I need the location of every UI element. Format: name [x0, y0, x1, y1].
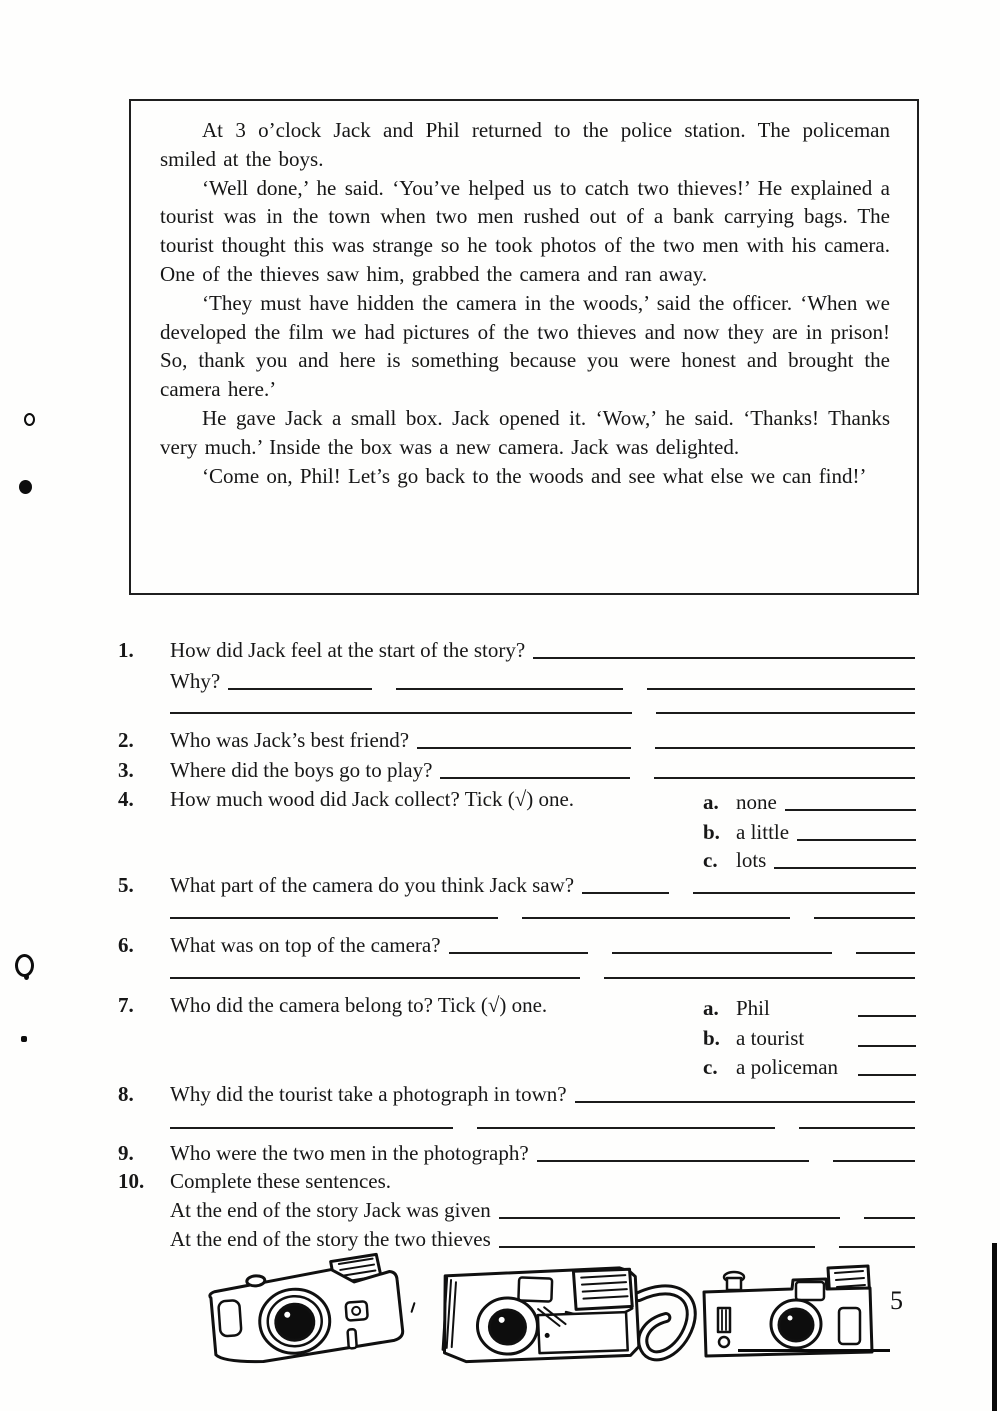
- answer-line[interactable]: [499, 1217, 915, 1219]
- question-text: How much wood did Jack collect? Tick (√) one.: [170, 787, 575, 811]
- option-label: lots: [736, 848, 767, 872]
- option-label: a tourist: [736, 1026, 805, 1050]
- passage-paragraph: He gave Jack a small box. Jack opened it. ‘Wow,’ he said. ‘Thanks! Thanks very much.’ Inside the box was a new camera. Jack was delighted.: [160, 405, 890, 459]
- question-1: [118, 636, 915, 662]
- option-label: a policeman: [736, 1055, 839, 1079]
- passage-paragraph: ‘Well done,’ he said. ‘You’ve helped us to catch two thieves!’ He explained a tourist was in the town when two men rushed out of a bank carrying bags. The tourist thought this was strange so he took photos of the two men with his camera. One of the thieves saw him, grabbed the camera and ran away.: [160, 175, 890, 286]
- answer-line[interactable]: [170, 1127, 915, 1129]
- question-number: 1.: [118, 638, 134, 662]
- question-number: 6.: [118, 933, 134, 957]
- question-number: 8.: [118, 1082, 134, 1106]
- option-label: a little: [736, 820, 790, 844]
- passage-paragraph: ‘Come on, Phil! Let’s go back to the woods and see what else we can find!’: [202, 463, 867, 488]
- sentence-stem: At the end of the story Jack was given: [170, 1198, 491, 1222]
- question-text: What part of the camera do you think Jack saw?: [170, 873, 575, 897]
- answer-line[interactable]: [533, 657, 915, 659]
- question-number: 4.: [118, 787, 134, 811]
- option-letter: b.: [703, 820, 720, 844]
- option-letter: a.: [703, 996, 719, 1020]
- question-4-option-c: [703, 846, 916, 872]
- question-number: 5.: [118, 873, 134, 897]
- question-text: Why did the tourist take a photograph in town?: [170, 1082, 567, 1106]
- option-letter: c.: [703, 1055, 718, 1079]
- answer-line[interactable]: [575, 1101, 915, 1103]
- answer-line[interactable]: [440, 777, 915, 779]
- camera-illustration-3: [696, 1262, 878, 1360]
- answer-line[interactable]: [499, 1246, 915, 1248]
- scan-speck: [24, 413, 35, 426]
- question-number: 3.: [118, 758, 134, 782]
- option-label: Phil: [736, 996, 770, 1020]
- scan-speck: [19, 480, 32, 494]
- question-number: 7.: [118, 993, 134, 1017]
- option-tick-blank[interactable]: [858, 1045, 916, 1047]
- question-6-extra-line: [170, 958, 915, 982]
- question-4: [118, 785, 718, 811]
- question-7-option-a: [703, 994, 916, 1020]
- option-label: none: [736, 790, 777, 814]
- question-1-why: [170, 667, 915, 693]
- question-7: [118, 991, 718, 1017]
- question-number: 2.: [118, 728, 134, 752]
- answer-line[interactable]: [170, 977, 915, 979]
- option-letter: c.: [703, 848, 718, 872]
- answer-line[interactable]: [170, 712, 915, 714]
- question-number: 9.: [118, 1141, 134, 1165]
- answer-line[interactable]: [449, 952, 915, 954]
- question-text: What was on top of the camera?: [170, 933, 441, 957]
- option-letter: b.: [703, 1026, 720, 1050]
- scan-edge-line: [992, 1243, 997, 1411]
- scan-edge-line: [738, 1349, 890, 1352]
- option-tick-blank[interactable]: [858, 1074, 916, 1076]
- question-why-label: Why?: [170, 669, 221, 693]
- sentence-stem: At the end of the story the two thieves: [170, 1227, 491, 1251]
- option-tick-blank[interactable]: [785, 809, 916, 811]
- question-8-extra-line: [170, 1108, 915, 1132]
- question-text: Where did the boys go to play?: [170, 758, 433, 782]
- question-8: [118, 1080, 915, 1106]
- question-2: [118, 726, 915, 752]
- passage-paragraph: At 3 o’clock Jack and Phil returned to the police station. The policeman smiled at the boys.: [160, 118, 890, 171]
- answer-line[interactable]: [417, 747, 915, 749]
- question-3: [118, 756, 915, 782]
- question-5: [118, 871, 915, 897]
- question-5-extra-line: [170, 898, 915, 922]
- question-4-option-a: [703, 788, 916, 814]
- question-1-extra-line: [170, 695, 915, 717]
- option-tick-blank[interactable]: [774, 867, 916, 869]
- question-text: How did Jack feel at the start of the story?: [170, 638, 526, 662]
- answer-line[interactable]: [537, 1160, 915, 1162]
- question-10-sentence-a: [170, 1196, 915, 1222]
- question-text: Complete these sentences.: [170, 1169, 392, 1193]
- page-number: 5: [890, 1286, 903, 1315]
- question-9: [118, 1139, 915, 1165]
- passage-paragraph: ‘They must have hidden the camera in the woods,’ said the officer. ‘When we developed the film we had pictures of the two thieves and now they are in prison! So, thank you and here is something because you were honest and brought the camera here.’: [160, 290, 890, 402]
- scan-speck: [21, 1036, 27, 1042]
- camera-illustration-2: [418, 1247, 710, 1377]
- question-7-option-c: [703, 1053, 916, 1079]
- option-tick-blank[interactable]: [797, 839, 916, 841]
- question-10: [118, 1167, 718, 1193]
- option-letter: a.: [703, 790, 719, 814]
- scan-speck: [24, 974, 29, 980]
- option-tick-blank[interactable]: [858, 1015, 916, 1017]
- question-7-option-b: [703, 1024, 916, 1050]
- question-6: [118, 931, 915, 957]
- question-text: Who were the two men in the photograph?: [170, 1141, 529, 1165]
- question-number: 10.: [118, 1169, 145, 1193]
- question-text: Who was Jack’s best friend?: [170, 728, 410, 752]
- answer-line[interactable]: [170, 917, 915, 919]
- question-4-option-b: [703, 818, 916, 844]
- question-text: Who did the camera belong to? Tick (√) one.: [170, 993, 548, 1017]
- camera-illustration-1: [192, 1247, 431, 1373]
- answer-line[interactable]: [582, 892, 915, 894]
- question-10-sentence-b: [170, 1225, 915, 1251]
- answer-line[interactable]: [228, 688, 915, 690]
